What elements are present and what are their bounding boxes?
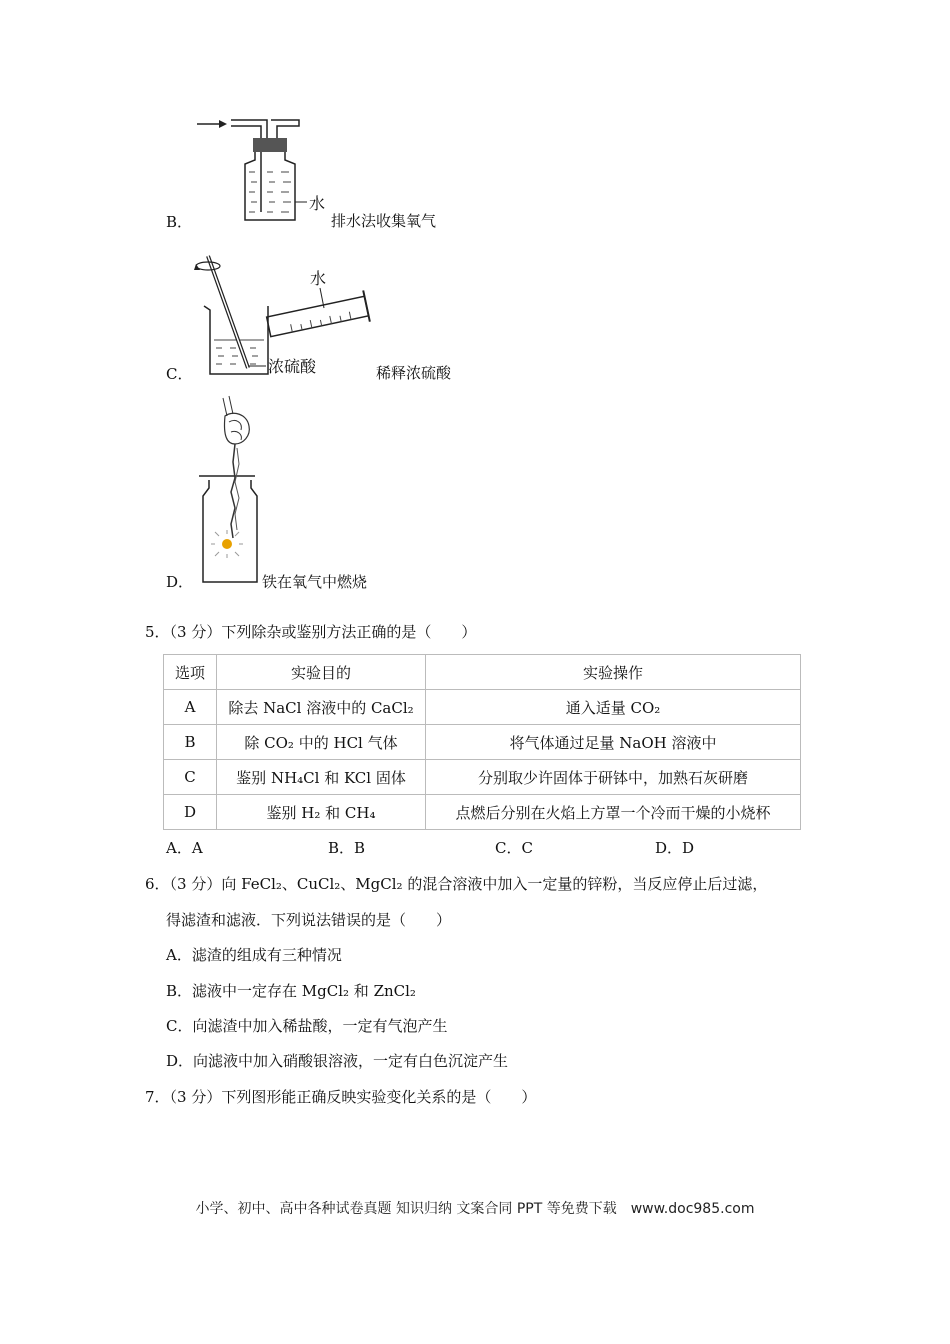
q5-choice-b[interactable]: B．B (328, 839, 366, 857)
q7-stem: 7．（3 分）下列图形能正确反映实验变化关系的是（ ） (145, 1088, 537, 1106)
option-d-caption: 铁在氧气中燃烧 (262, 573, 368, 591)
header-operation: 实验操作 (426, 655, 801, 690)
row-option: D (164, 795, 217, 830)
header-purpose: 实验目的 (217, 655, 426, 690)
row-option: C (164, 760, 217, 795)
option-b-label: B． (166, 213, 193, 231)
row-option: B (164, 725, 217, 760)
option-c-label: C． (166, 365, 193, 383)
q6-option-a[interactable]: A．滤渣的组成有三种情况 (166, 946, 342, 964)
q6-option-b[interactable]: B．滤液中一定存在 MgCl₂ 和 ZnCl₂ (166, 982, 416, 1000)
row-purpose: 鉴别 H₂ 和 CH₄ (217, 795, 426, 830)
header-option: 选项 (164, 655, 217, 690)
iron-burning-figure (195, 392, 265, 584)
dilution-figure (190, 248, 380, 378)
row-purpose: 除去 NaCl 溶液中的 CaCl₂ (217, 690, 426, 725)
table-header-row (164, 655, 801, 690)
q6-stem-line1: 6．（3 分）向 FeCl₂、CuCl₂、MgCl₂ 的混合溶液中加入一定量的锌粉，当反应停止后过滤， (145, 875, 768, 893)
q6-option-d[interactable]: D．向滤液中加入硝酸银溶液，一定有白色沉淀产生 (166, 1052, 509, 1070)
row-operation: 通入适量 CO₂ (426, 690, 801, 725)
q5-choice-d[interactable]: D．D (655, 839, 695, 857)
q6-stem-line2: 得滤渣和滤液．下列说法错误的是（ ） (166, 911, 452, 929)
row-purpose: 除 CO₂ 中的 HCl 气体 (217, 725, 426, 760)
table-row (164, 725, 801, 760)
q5-table (163, 654, 801, 830)
table-row (164, 795, 801, 830)
option-d-label: D． (166, 573, 194, 591)
row-operation: 将气体通过足量 NaOH 溶液中 (426, 725, 801, 760)
option-c-caption: 稀释浓硫酸 (376, 364, 452, 382)
option-b-caption: 排水法收集氧气 (331, 212, 437, 230)
row-purpose: 鉴别 NH₄Cl 和 KCl 固体 (217, 760, 426, 795)
fig-water-label-c: 水 (310, 269, 327, 288)
q5-choice-c[interactable]: C．C (495, 839, 533, 857)
fig-water-label: 水 (309, 194, 326, 213)
table-row (164, 690, 801, 725)
table-row (164, 760, 801, 795)
q6-option-c[interactable]: C．向滤渣中加入稀盐酸，一定有气泡产生 (166, 1017, 448, 1035)
row-option: A (164, 690, 217, 725)
gas-collection-figure (195, 112, 335, 224)
row-operation: 分别取少许固体于研钵中，加熟石灰研磨 (426, 760, 801, 795)
fig-acid-label: 浓硫酸 (268, 357, 317, 376)
page-footer: 小学、初中、高中各种试卷真题 知识归纳 文案合同 PPT 等免费下载 www.doc985.com (195, 1201, 755, 1217)
q5-stem: 5．（3 分）下列除杂或鉴别方法正确的是（ ） (145, 623, 477, 641)
q5-choice-a[interactable]: A．A (166, 839, 203, 857)
row-operation: 点燃后分别在火焰上方罩一个冷而干燥的小烧杯 (426, 795, 801, 830)
